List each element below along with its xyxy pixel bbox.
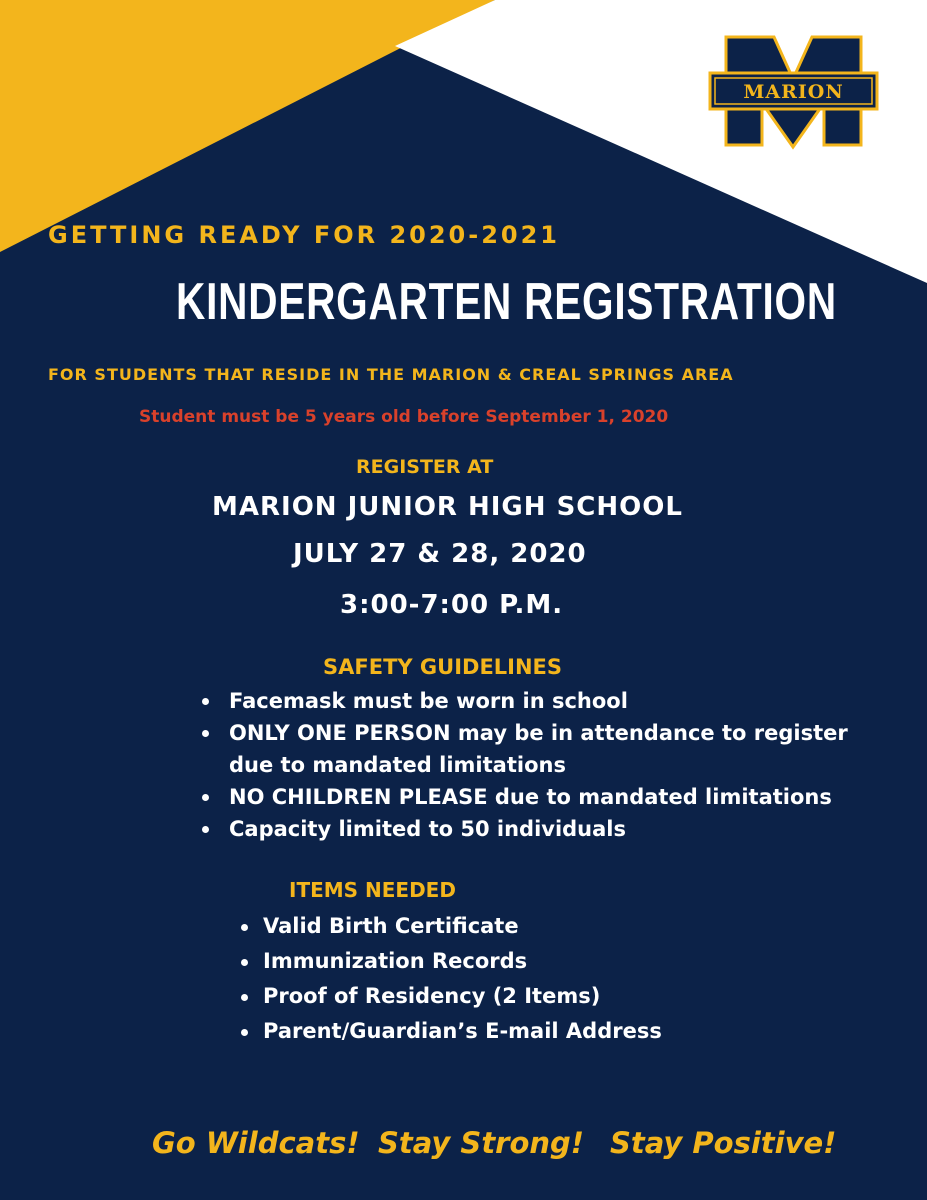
items-needed-heading: ITEMS NEEDED xyxy=(289,878,456,902)
list-item: Immunization Records xyxy=(263,944,783,979)
list-item: Valid Birth Certificate xyxy=(263,909,783,944)
register-at-label: REGISTER AT xyxy=(356,456,494,478)
registration-time: 3:00-7:00 P.M. xyxy=(340,590,564,620)
venue-name: MARION JUNIOR HIGH SCHOOL xyxy=(212,492,683,522)
slogan-stay-strong: Stay Strong! xyxy=(378,1126,585,1160)
safety-guidelines-heading: SAFETY GUIDELINES xyxy=(323,655,563,679)
safety-guidelines-list xyxy=(229,685,869,845)
age-requirement-note: Student must be 5 years old before September 1, 2020 xyxy=(139,407,669,427)
subtitle: FOR STUDENTS THAT RESIDE IN THE MARION & CREAL SPRINGS AREA xyxy=(48,365,734,384)
list-item: NO CHILDREN PLEASE due to mandated limitations xyxy=(229,781,869,813)
list-item: Parent/Guardian’s E-mail Address xyxy=(263,1014,783,1049)
list-item: Facemask must be worn in school xyxy=(229,685,869,717)
list-item: Proof of Residency (2 Items) xyxy=(263,979,783,1014)
list-item: ONLY ONE PERSON may be in attendance to register due to mandated limitations xyxy=(229,717,869,781)
list-item: Capacity limited to 50 individuals xyxy=(229,813,869,845)
registration-dates: JULY 27 & 28, 2020 xyxy=(293,539,587,569)
slogan-go-wildcats: Go Wildcats! xyxy=(152,1126,360,1160)
page-title: KINDERGARTEN REGISTRATION xyxy=(176,273,837,331)
items-needed-list xyxy=(263,909,783,1049)
logo-text: MARION xyxy=(743,81,844,103)
kicker-heading: GETTING READY FOR 2020-2021 xyxy=(48,221,561,249)
slogan-stay-positive: Stay Positive! xyxy=(610,1126,837,1160)
footer-slogans xyxy=(0,1126,927,1170)
marion-m-logo xyxy=(706,33,881,153)
